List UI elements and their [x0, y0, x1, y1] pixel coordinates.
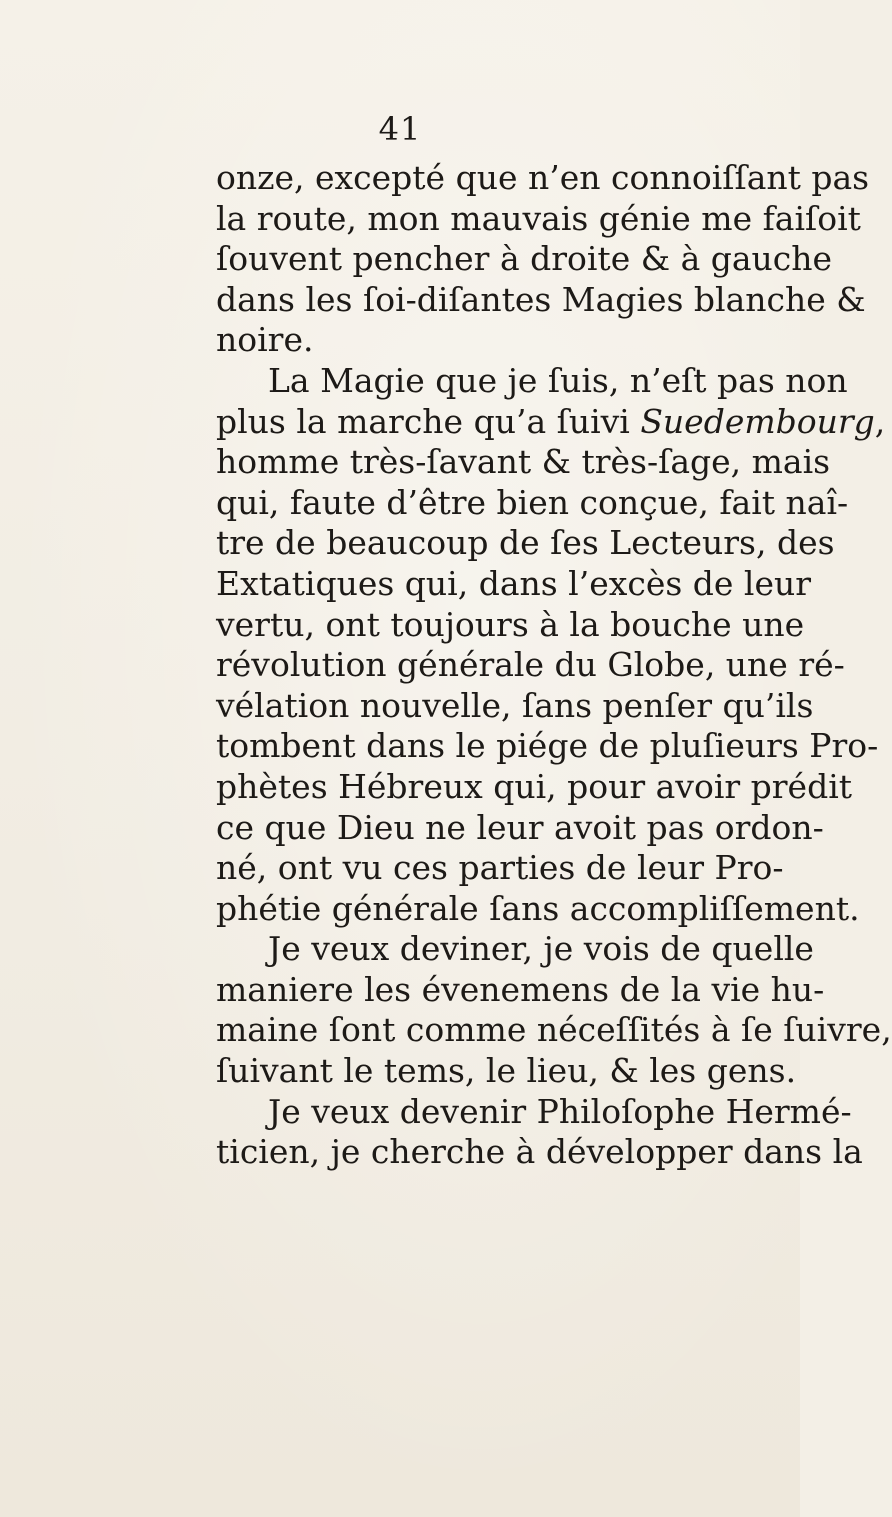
- text-line-14: vélation nouvelle, ſans penſer qu’ils: [216, 685, 814, 725]
- text-line-2: la route, mon mauvais génie me faiſoit: [216, 198, 861, 238]
- text-line-11: Extatiques qui, dans l’excès de leur: [216, 563, 812, 603]
- text-line-7-start: plus la marche qu’a ſuivi: [216, 401, 641, 441]
- text-line-7: [216, 401, 886, 443]
- text-line-16: phètes Hébreux qui, pour avoir prédit: [216, 766, 853, 806]
- text-line-9: qui, faute d’être bien conçue, fait naî-: [216, 482, 849, 522]
- text-line-10: tre de beaucoup de ſes Lecteurs, des: [216, 523, 835, 563]
- text-line-1: onze, excepté que n’en connoiſſant pas: [216, 158, 870, 197]
- text-line-20: Je veux deviner, je vois de quelle: [268, 929, 814, 969]
- author-name: Suedembourg: [640, 401, 875, 441]
- text-line-3: ſouvent pencher à droite & à gauche: [216, 239, 833, 279]
- text-line-18: né, ont vu ces parties de leur Pro-: [216, 848, 784, 888]
- text-line-6: La Magie que je ſuis, n’eſt pas non: [268, 360, 848, 400]
- text-line-19: phétie générale ſans accompliſſement.: [216, 888, 860, 928]
- text-line-15: tombent dans le piége de pluſieurs Pro-: [216, 726, 879, 766]
- body-text: [216, 158, 892, 1173]
- text-line-24: Je veux devenir Philoſophe Hermé-: [268, 1091, 852, 1131]
- text-line-17: ce que Dieu ne leur avoit pas ordon-: [216, 807, 824, 847]
- text-line-12: vertu, ont toujours à la bouche une: [216, 604, 805, 644]
- text-line-21: maniere les évenemens de la vie hu-: [216, 969, 825, 1009]
- text-line-22: maine ſont comme néceſſités à ſe ſuivre,: [216, 1010, 892, 1050]
- text-line-7-end: ,: [874, 401, 886, 441]
- text-line-8: homme très-ſavant & très-ſage, mais: [216, 442, 831, 482]
- text-line-13: révolution générale du Globe, une ré-: [216, 645, 845, 685]
- text-line-5: noire.: [216, 320, 314, 360]
- text-line-25: ticien, je cherche à développer dans la: [216, 1132, 863, 1172]
- text-line-4: dans les ſoi-diſantes Magies blanche &: [216, 279, 866, 319]
- page-number: 41: [378, 110, 422, 148]
- text-line-23: ſuivant le tems, le lieu, & les gens.: [216, 1051, 797, 1091]
